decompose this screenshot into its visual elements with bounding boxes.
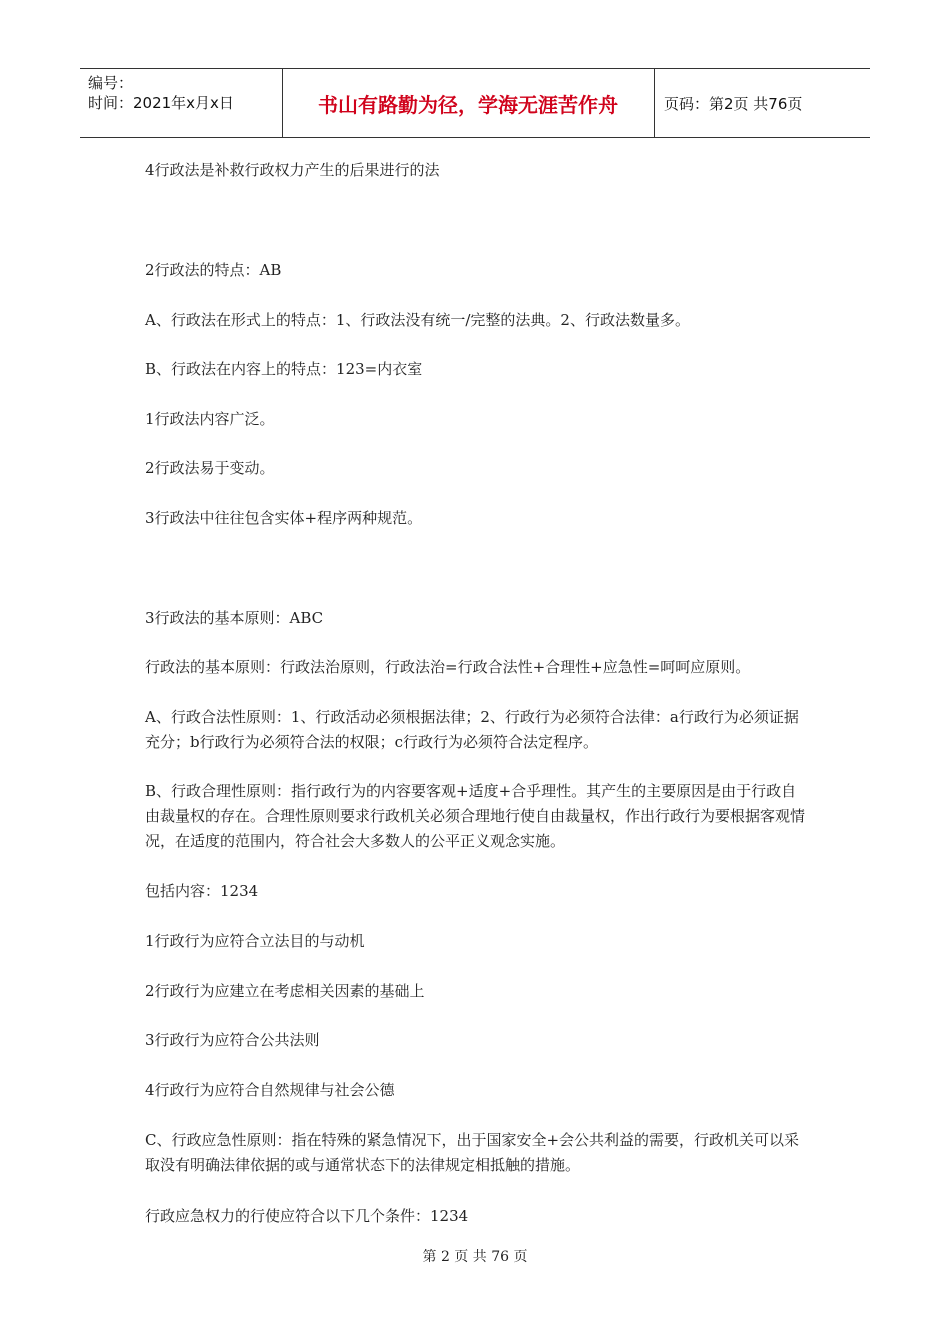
header-page-info: 页码：第2页 共76页: [664, 94, 803, 113]
paragraph: A、行政法在形式上的特点：1、行政法没有统一/完整的法典。2、行政法数量多。: [145, 311, 690, 329]
page-header: [80, 68, 870, 138]
document-date: 时间：2021年x月x日: [88, 94, 234, 112]
paragraph: 行政法的基本原则：行政法治原则，行政法治=行政合法性+合理性+应急性=呵呵应原则。: [145, 658, 751, 676]
paragraph: 2行政行为应建立在考虑相关因素的基础上: [145, 982, 425, 1000]
paragraph: 4行政行为应符合自然规律与社会公德: [145, 1081, 395, 1099]
paragraph: 1行政行为应符合立法目的与动机: [145, 932, 365, 950]
page-footer: 第 2 页 共 76 页: [422, 1249, 528, 1265]
paragraph: 3行政法中往往包含实体+程序两种规范。: [145, 509, 423, 527]
paragraph: 2行政法的特点：AB: [145, 261, 282, 279]
paragraph: 行政应急权力的行使应符合以下几个条件：1234: [145, 1207, 469, 1225]
document-number-label: 编号：: [88, 74, 134, 92]
paragraph: 包括内容：1234: [145, 882, 259, 900]
paragraph: 4行政法是补救行政权力产生的后果进行的法: [145, 161, 440, 179]
paragraph: C、行政应急性原则：指在特殊的紧急情况下，出于国家安全+会公共利益的需要，行政机关可以采取没有明确法律依据的或与通常状态下的法律规定相抵触的措施。: [145, 1131, 800, 1174]
paragraph: 2行政法易于变动。: [145, 459, 275, 477]
paragraph: A、行政合法性原则：1、行政活动必须根据法律；2、行政行为必须符合法律：a行政行为必须证据充分；b行政行为必须符合法的权限；c行政行为必须符合法定程序。: [145, 708, 799, 751]
header-divider: [654, 69, 655, 137]
paragraph: 3行政法的基本原则：ABC: [145, 609, 324, 627]
paragraph: B、行政合理性原则：指行政行为的内容要客观+适度+合乎理性。其产生的主要原因是由于行政自由裁量权的存在。合理性原则要求行政机关必须合理地行使自由裁量权，作出行政行为要根据客观情况，在适度的范围内，符合社会大多数人的公平正义观念实施。: [145, 782, 806, 850]
header-left: [88, 73, 234, 113]
paragraph: 3行政行为应符合公共法则: [145, 1031, 320, 1049]
paragraph: B、行政法在内容上的特点：123=内衣室: [145, 360, 423, 378]
header-motto: 书山有路勤为径，学海无涯苦作舟: [318, 92, 618, 117]
paragraph: 1行政法内容广泛。: [145, 410, 275, 428]
